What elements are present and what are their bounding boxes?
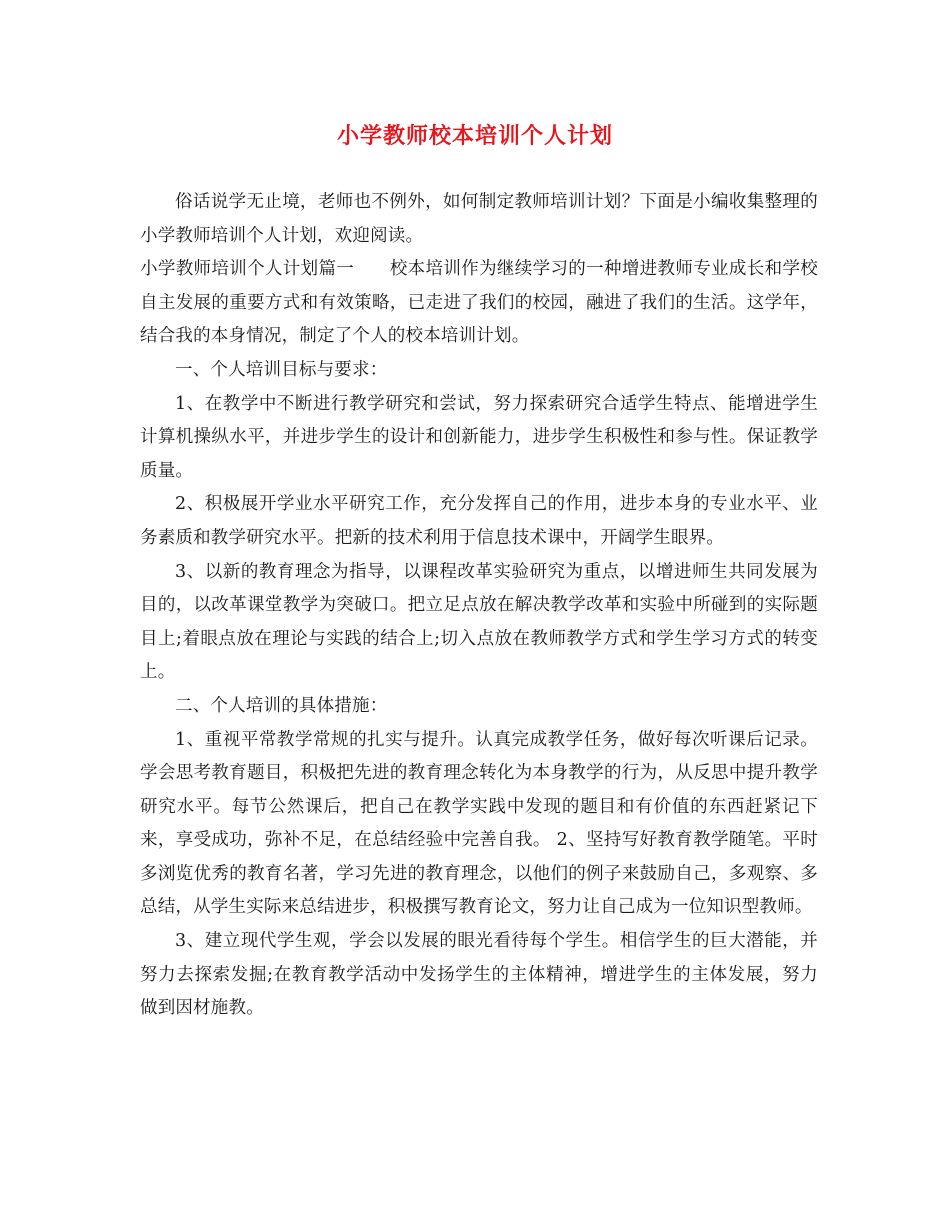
heading-goals: 一、个人培训目标与要求： <box>175 359 388 380</box>
intro-paragraph: 俗话说学无止境，老师也不例外，如何制定教师培训计划？下面是小编收集整理的小学教师培训个人计划，欢迎阅读。 <box>140 192 818 246</box>
goal-item-3: 3、以新的教育理念为指导，以课程改革实验研究为重点，以增进师生共同发展为目的，以改革课堂教学为突破口。把立足点放在解决教学改革和实验中所碰到的实际题目上;着眼点放在理论与实践的结合上;切入点放在教师教学方式和学生学习方式的转变上。 <box>140 561 818 683</box>
measure-item-1-2: 1、重视平常教学常规的扎实与提升。认真完成教学任务，做好每次听课后记录。学会思考教育题目，积极把先进的教育理念转化为本身教学的行为，从反思中提升教学研究水平。每节公然课后，把自己在教学实践中发现的题目和有价值的东西赶紧记下来，享受成功，弥补不足，在总结经验中完善自我。 2、坚持写好教育教学随笔。平时多浏览优秀的教育名著，学习先进的教育理念，以他们的例子来鼓励自己，多观察、多总结，从学生实际来总结进步，积极撰写教育论文，努力让自己成为一位知识型教师。 <box>140 729 818 918</box>
document-body <box>140 186 818 1026</box>
goal-item-2: 2、积极展开学业水平研究工作，充分发挥自己的作用，进步本身的专业水平、业务素质和教学研究水平。把新的技术利用于信息技术课中，开阔学生眼界。 <box>140 494 818 548</box>
measure-item-3: 3、建立现代学生观，学会以发展的眼光看待每个学生。相信学生的巨大潜能，并努力去探索发掘;在教育教学活动中发扬学生的主体精神，增进学生的主体发展，努力做到因材施教。 <box>140 931 818 1019</box>
heading-measures: 二、个人培训的具体措施： <box>175 695 388 716</box>
goal-item-1: 1、在教学中不断进行教学研究和尝试，努力探索研究合适学生特点、能增进学生计算机操纵水平，并进步学生的设计和创新能力，进步学生积极性和参与性。保证教学质量。 <box>140 393 818 481</box>
document-title: 小学教师校本培训个人计划 <box>336 123 613 149</box>
section-intro-paragraph: 小学教师培训个人计划篇一 校本培训作为继续学习的一种增进教师专业成长和学校自主发展的重要方式和有效策略，已走进了我们的校园，融进了我们的生活。这学年，结合我的本身情况，制定了个人的校本培训计划。 <box>140 259 818 347</box>
